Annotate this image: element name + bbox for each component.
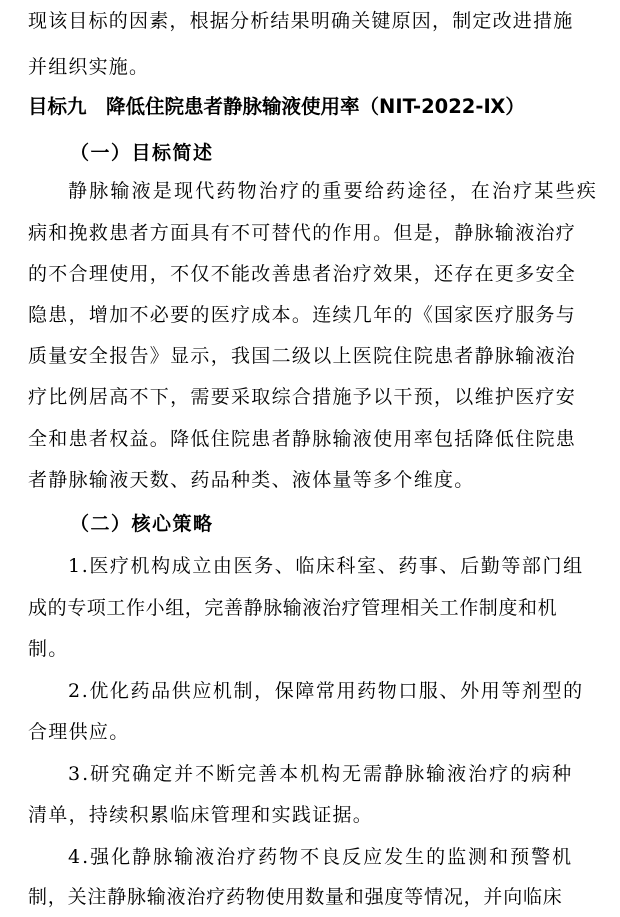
paragraph-line: 1.医疗机构成立由医务、临床科室、药事、后勤等部门组 [68,555,584,577]
paragraph-line: 疗比例居高不下，需要采取综合措施予以干预，以维护医疗安 [28,386,577,408]
paragraph-line: 隐患，增加不必要的医疗成本。连续几年的《国家医疗服务与 [28,304,577,326]
paragraph-line: 成的专项工作小组，完善静脉输液治疗管理相关工作制度和机 [28,597,558,619]
paragraph-line: 质量安全报告》显示，我国二级以上医院住院患者静脉输液治 [28,345,577,367]
paragraph-line: 清单，持续积累临床管理和实践证据。 [28,804,374,826]
paragraph-line: 静脉输液是现代药物治疗的重要给药途径，在治疗某些疾 [68,180,599,202]
paragraph-line: 病和挽救患者方面具有不可替代的作用。但是，静脉输液治疗 [28,222,577,244]
subsection-heading: （一）目标简述 [70,142,214,164]
paragraph-line: 3.研究确定并不断完善本机构无需静脉输液治疗的病种 [68,763,574,785]
paragraph-line: 4.强化静脉输液治疗药物不良反应发生的监测和预警机 [68,846,574,868]
paragraph-line: 制，关注静脉输液治疗药物使用数量和强度等情况，并向临床 [28,886,563,908]
paragraph-line: 并组织实施。 [28,56,150,78]
section-heading: 目标九 降低住院患者静脉输液使用率（NIT-2022-Ⅸ） [28,95,525,118]
paragraph-line: 的不合理使用，不仅不能改善患者治疗效果，还存在更多安全 [28,263,577,285]
paragraph-line: 者静脉输液天数、药品种类、液体量等多个维度。 [28,469,475,491]
subsection-heading: （二）核心策略 [70,513,214,535]
paragraph-line: 现该目标的因素，根据分析结果明确关键原因，制定改进措施 [28,10,574,32]
paragraph-line: 合理供应。 [28,721,130,743]
paragraph-line: 全和患者权益。降低住院患者静脉输液使用率包括降低住院患 [28,428,577,450]
paragraph-line: 制。 [28,638,69,660]
paragraph-line: 2.优化药品供应机制，保障常用药物口服、外用等剂型的 [68,680,584,702]
